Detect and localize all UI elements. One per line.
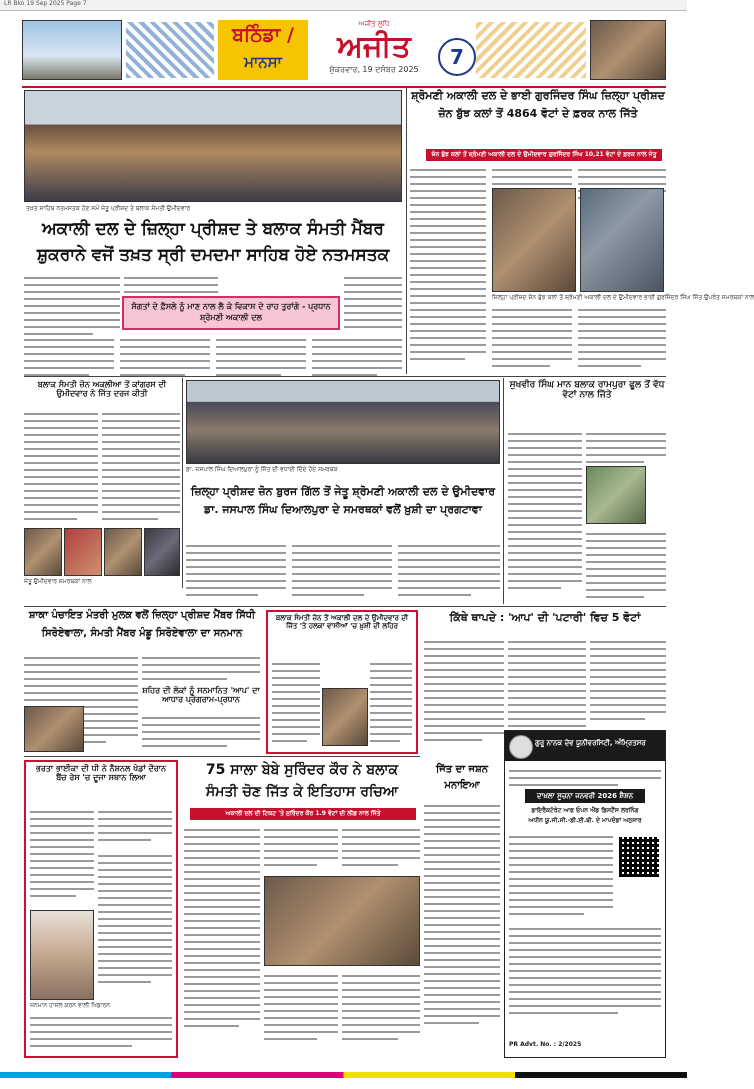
sukhvir-col-1 [508,428,582,604]
main-photo-crowd [24,90,402,202]
jitt-headline-1: ਜਿੱਤ ਦਾ ਜਸ਼ਨ [435,764,489,775]
main-photo-caption: ਤਖ਼ਤ ਸਾਹਿਬ ਨਤਮਸਤਕ ਹੋਣ ਸਮੇਂ ਜੇਤੂ ਪ੍ਰੀਸ਼ਦ ਤੇ ਬਲਾਕ ਸੰਮਤੀ ਉਮੀਦਵਾਰ [26,205,191,212]
university-seal-icon [509,735,533,759]
redbox-headline: ਬਲਾਕ ਸੰਮਤੀ ਜ਼ੋਨ ਤੋਂ ਅਕਾਲੀ ਦਲ ਦੇ ਉਮੀਦਵਾਰ ਦੀ ਜਿੱਤ 'ਤੇ ਹਲਕਾ ਵਾਸੀਆਂ 'ਚ ਖ਼ੁਸ਼ੀ ਦੀ ਲਹਿਰ [275,614,409,631]
babe-col-1 [184,824,260,1054]
jitt-col-1 [424,800,500,1054]
ad-subheading: ਅਧੀਨ ਯੂ.ਜੀ.ਸੀ.-ਡੀ.ਈ.ਬੀ. ਦੇ ਮਾਪਦੰਡਾਂ ਅਨੁਸਾਰ [528,817,642,824]
bharat-headline: ਭਰਤਾ ਭਾਈਕਾ ਦੀ ਧੀ ਨੇ ਨੈਸ਼ਨਲ ਖੇਡਾਂ ਦੌਰਾਨ ਬੈਂਚ ਰੇਸ 'ਚ ਦੂਜਾ ਸਥਾਨ ਲਿਆ [35,764,167,783]
top-right-photo-caption: ਜ਼ਿਲ੍ਹਾ ਪ੍ਰੀਸ਼ਦ ਜ਼ੋਨ ਬੁੱਝ ਕਲਾਂ ਤੋਂ ਸ਼੍ਰੋਮਣੀ ਅਕਾਲੀ ਦਲ ਦੇ ਉਮੀਦਵਾਰ ਭਾਈ ਗੁਰਜਿੰਦਰ ਸਿੰਘ ਜਿੱਤ ਉਪਰੰਤ ਸਮਰਥਕਾਂ ਨਾਲ [492,294,754,301]
left-mid-col-2 [102,408,180,528]
akali-pullquote: ਸੰਗਤਾਂ ਦੇ ਫ਼ੈਸਲੇ ਨੂੰ ਮਾਣ ਨਾਲ ਲੈ ਕੇ ਵਿਕਾਸ ਦੇ ਰਾਹ ਤੁਰਾਂਗੇ - ਪ੍ਰਧਾਨ ਸ਼੍ਰੋਮਣੀ ਅਕਾਲੀ ਦਲ [122,296,340,330]
edition-bottom: ਮਾਨਸਾ [244,53,282,71]
page-number: 7 [438,38,476,76]
akali-bottom-3 [216,334,306,374]
sukhvir-photo [586,466,646,524]
paper-name-block [314,20,434,80]
jitt-headline-2: ਮਨਾਇਆ [444,780,480,791]
divider-h3 [24,756,420,757]
babe-photo [264,876,420,966]
ad-org: ਗੁਰੂ ਨਾਨਕ ਦੇਵ ਯੂਨੀਵਰਸਿਟੀ, ਅੰਮ੍ਰਿਤਸਰ [535,739,646,747]
divider-h1 [24,376,666,377]
left-mid-headline: ਬਲਾਕ ਸੰਮਤੀ ਜ਼ੋਨ ਅਕਲੀਆ ਤੋਂ ਕਾਂਗਰਸ ਦੀ ਉਮੀਦਵਾਰ ਨੇ ਜਿੱਤ ਦਰਜ ਕੀਤੀ [37,380,167,399]
redbox-photo [322,688,368,746]
print-info: LR Bko 19 Sep 2025 Page 7 [4,0,87,7]
bharat-col-1 [30,806,94,906]
babe-col-2 [264,824,338,872]
top-right-photo-2 [580,188,664,292]
divider-top-right [406,88,407,374]
zila-photo-caption: ਡਾ. ਜਸਪਾਲ ਸਿੰਘ ਦਿਆਲਪੁਰਾ ਨੂੰ ਜਿੱਤ ਦੀ ਵਧਾਈ ਦਿੰਦੇ ਹੋਏ ਸਮਰਥਕ [186,466,338,473]
ad-ribbon: ਦਾਖ਼ਲਾ ਸੂਚਨਾ ਜਨਵਰੀ 2026 ਸ਼ੈਸ਼ਨ [525,789,645,803]
qr-code-icon [619,837,659,877]
bharat-col-3 [98,850,172,1000]
sakha-photo [24,706,84,752]
bharat-photo-caption: ਸਨਮਾਨ ਹਾਸਲ ਕਰਨ ਵਾਲੀ ਖਿਡਾਰਨ [30,1002,110,1009]
paper-name: ਅਜੀਤ [337,29,411,64]
bharat-photo [30,910,94,1000]
babe-col-5 [342,970,420,1054]
top-print-bar [0,0,687,11]
left-mid-photo-1 [24,528,62,576]
bharat-col-2 [98,806,172,846]
ad-table-1 [509,831,613,919]
zila-col-1 [186,540,286,602]
kithe-col-3 [590,636,666,728]
divider-h2 [24,606,666,607]
kithe-headline: ਕਿੱਥੇ ਥਾਪਦੇ : 'ਆਪ' ਦੀ 'ਪਟਾਰੀ' ਵਿਚ 5 ਵੋਟਾਂ [449,611,641,624]
babe-band: ਅਕਾਲੀ ਦਲ ਦੀ ਟਿਕਟ 'ਤੇ ਸੁਰਿੰਦਰ ਕੌਰ 1.9 ਵੋਟਾਂ ਦੀ ਲੀਡ ਨਾਲ ਜਿੱਤੇ [190,808,416,820]
bottom-color-strip [0,1072,687,1078]
masthead-pattern-right [476,22,586,78]
babe-col-4 [264,970,338,1054]
akali-col-2 [124,272,218,296]
top-right-band: ਜ਼ੋਨ ਬੁੱਝ ਕਲਾਂ ਤੋਂ ਸ਼੍ਰੋਮਣੀ ਅਕਾਲੀ ਦਲ ਦੇ ਉਮੀਦਵਾਰ ਗੁਰਜਿੰਦਰ ਸਿੰਘ 10,21 ਵੋਟਾਂ ਦੇ ਫ਼ਰਕ ਨਾਲ ਜੇਤੂ [426,149,662,161]
akali-col-3 [344,272,402,332]
paper-tag: ਅਜੀਤ ਲੁਧਿ [358,20,390,28]
masthead-pattern-left [126,22,214,78]
left-mid-photo-caption: ਜੇਤੂ ਉਮੀਦਵਾਰ ਸਮਰਥਕਾਂ ਨਾਲ [24,578,92,585]
edition-top: ਬਠਿੰਡਾ / [232,24,294,46]
babe-col-3 [342,824,420,872]
left-mid-col-1 [24,408,98,528]
sukhvir-col-2 [586,428,666,464]
ad-heading: ਡਾਇਰੈਕਟੋਰੇਟ ਆਫ ਓਪਨ ਐਂਡ ਡਿਸਟੈਂਸ ਲਰਨਿੰਗ [531,807,639,814]
date: ਸ਼ੁੱਕਰਵਾਰ, 19 ਦਸੰਬਰ 2025 [329,65,419,74]
zila-col-2 [292,540,392,602]
sakha-headline-2: ਸਿਰੋਏਵਾਲਾ, ਸੰਮਤੀ ਮੈਂਬਰ ਮੰਡੂ ਸਿਰੋਏਵਾਲਾ ਦਾ ਸਨਮਾਨ [41,628,243,639]
akali-bottom-2 [120,334,210,374]
top-right-headline-1: ਸ਼੍ਰੋਮਣੀ ਅਕਾਲੀ ਦਲ ਦੇ ਭਾਈ ਗੁਰਜਿੰਦਰ ਸਿੰਘ ਜ਼ਿਲ੍ਹਾ ਪ੍ਰੀਸ਼ਦ [411,89,665,102]
akali-bottom-4 [312,334,402,374]
babe-headline-1: 75 ਸਾਲਾ ਬੇਬੇ ਸੁਰਿੰਦਰ ਕੌਰ ਨੇ ਬਲਾਕ [205,762,399,778]
akali-col-1 [24,272,120,332]
zila-headline-1: ਜ਼ਿਲ੍ਹਾ ਪ੍ਰੀਸ਼ਦ ਜ਼ੋਨ ਬੁਰਜ ਗਿੱਲ ਤੋਂ ਜੇਤੂ ਸ਼੍ਰੋਮਣੀ ਅਕਾਲੀ ਦਲ ਦੇ ਉਮੀਦਵਾਰ [190,485,496,498]
edition-block [218,20,308,80]
sukhvir-col-3 [586,528,666,604]
sukhvir-headline: ਸੁਖਵੀਰ ਸਿੰਘ ਮਾਨ ਬਲਾਕ ਰਾਮਪੁਰਾ ਫੂਲ ਤੋਂ ਵੱਧ ਵੋਟਾਂ ਨਾਲ ਜਿੱਤੇ [509,380,665,401]
masthead-factory-photo [22,20,122,80]
akali-bottom-1 [24,334,114,374]
ad-intro [509,765,661,787]
akali-headline-1: ਅਕਾਲੀ ਦਲ ਦੇ ਜ਼ਿਲ੍ਹਾ ਪ੍ਰੀਸ਼ਦ ਤੇ ਬਲਾਕ ਸੰਮਤੀ ਮੈਂਬਰ [42,219,384,239]
divider-v-left [182,378,183,588]
zila-col-3 [398,540,500,602]
left-mid-photo-3 [104,528,142,576]
ad-table-2 [509,923,661,1023]
bharat-col-4 [30,1012,172,1054]
masthead [22,14,666,88]
ad-footer: PR Advt. No. : 2/2025 [509,1041,582,1048]
redbox-col-2 [370,658,412,750]
akali-headline-2: ਸ਼ੁਕਰਾਨੇ ਵਜੋਂ ਤਖ਼ਤ ਸ੍ਰੀ ਦਮਦਮਾ ਸਾਹਿਬ ਹੋਏ ਨਤਮਸਤਕ [36,245,390,265]
top-right-col-1 [410,164,486,374]
sakha-col-2 [142,652,260,682]
top-right-photo-1 [492,188,576,292]
redbox-col-1 [272,658,320,750]
zila-headline-2: ਡਾ. ਜਸਪਾਲ ਸਿੰਘ ਦਿਆਲਪੁਰਾ ਦੇ ਸਮਰਥਕਾਂ ਵਲੋਂ ਖ਼ੁਸ਼ੀ ਦਾ ਪ੍ਰਗਟਾਵਾ [204,503,482,516]
masthead-fort-photo [590,20,666,80]
sakha-headline-1: ਸ਼ਾਕਾ ਪੰਚਾਇਤ ਮੰਤਰੀ ਮੁਲਕ ਵਲੋਂ ਜ਼ਿਲ੍ਹਾ ਪ੍ਰੀਸ਼ਦ ਮੈਂਬਰ ਸਿੱਧੀ [28,610,256,621]
sakha-col-3 [142,712,260,752]
top-right-col-2b [492,304,572,374]
zila-photo [186,380,500,464]
left-mid-photo-2 [64,528,102,576]
top-right-headline-2: ਜ਼ੋਨ ਬੁੱਝ ਕਲਾਂ ਤੋਂ 4864 ਵੋਟਾਂ ਦੇ ਫ਼ਰਕ ਨਾਲ ਜਿੱਤੇ [438,107,638,120]
divider-v-mid [503,378,504,604]
kithe-col-1 [424,636,504,752]
left-mid-photo-4 [144,528,180,576]
babe-headline-2: ਸੰਮਤੀ ਚੋਣ ਜਿੱਤ ਕੇ ਇਤਿਹਾਸ ਰਚਿਆ [205,784,399,800]
top-right-col-3b [578,304,666,374]
sakha-subhead: ਸ਼ਹਿਰ ਦੀ ਲੋਕਾਂ ਨੂੰ ਸਨਮਾਨਿਤ 'ਆਪ' ਦਾ ਆਧਾਰ ਪ੍ਰੋਗਰਾਮ-ਪ੍ਰਧਾਨ [142,686,260,705]
ad-header [505,731,665,761]
ad-box [504,730,666,1058]
